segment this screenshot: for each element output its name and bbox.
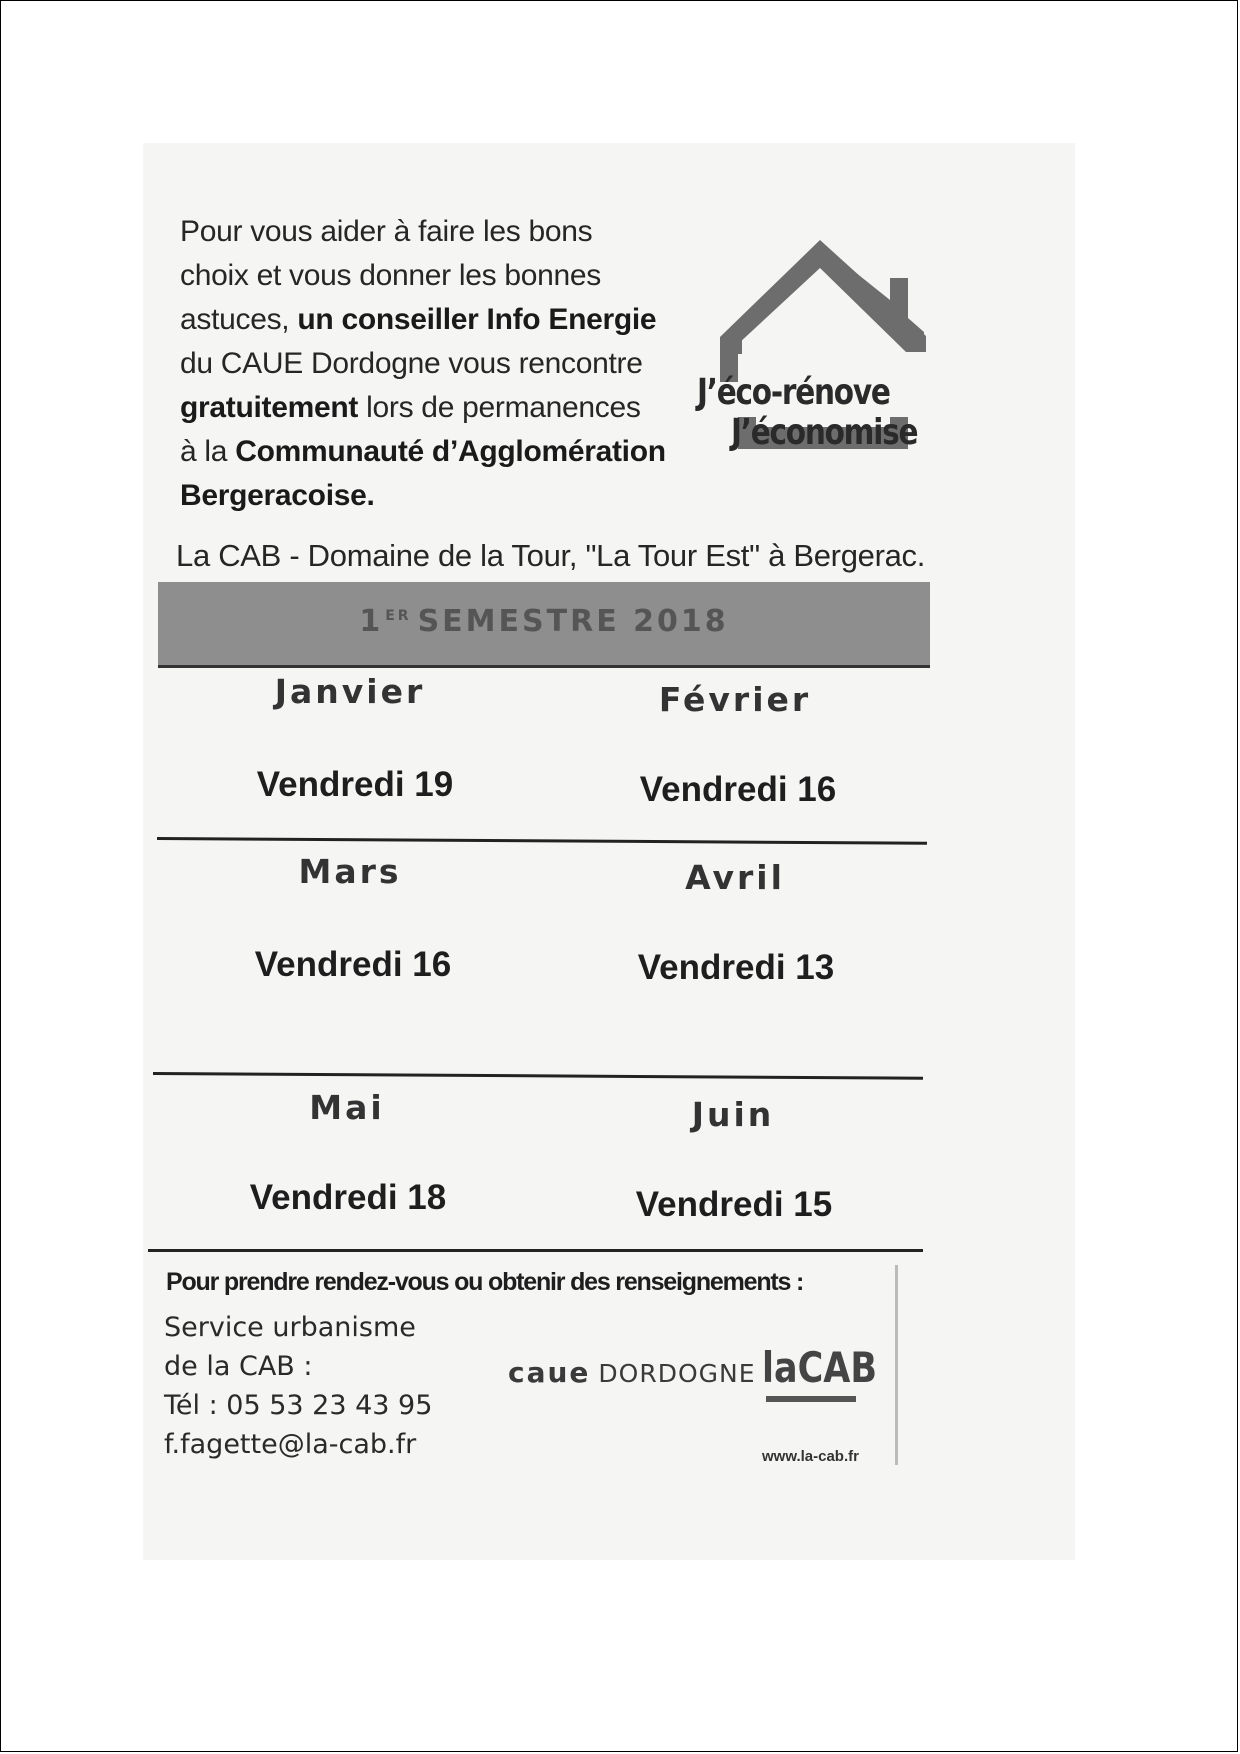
- date-mai: Vendredi 18: [249, 1178, 447, 1217]
- contact-block: [164, 1308, 432, 1464]
- address-line: La CAB - Domaine de la Tour, "La Tour Est" à Bergerac.: [176, 538, 926, 573]
- logo-slogan-line1: J’éco-rénove: [697, 372, 890, 413]
- contact-line: de la CAB :: [164, 1351, 313, 1382]
- lacab-url: www.la-cab.fr: [762, 1448, 859, 1465]
- month-mars: Mars: [298, 852, 402, 891]
- lacab-logo-bar: [766, 1396, 856, 1402]
- intro-line: [180, 430, 690, 474]
- lacab-logo: [760, 1330, 880, 1415]
- row-divider: [148, 1249, 923, 1252]
- caue-region: DORDOGNE: [598, 1359, 756, 1388]
- contact-line: Service urbanisme: [164, 1312, 416, 1343]
- side-note-mark: [893, 1265, 901, 1465]
- intro-text: à la: [180, 435, 236, 468]
- date-mars: Vendredi 16: [254, 945, 452, 984]
- intro-text: lors de permanences: [358, 391, 641, 424]
- intro-line: Pour vous aider à faire les bons: [180, 215, 593, 248]
- semester-banner: [158, 582, 930, 668]
- intro-text: astuces,: [180, 303, 298, 336]
- caue-logo: [508, 1356, 756, 1389]
- intro-line: [180, 386, 690, 430]
- contact-phone: Tél : 05 53 23 43 95: [164, 1390, 433, 1421]
- intro-line: du CAUE Dordogne vous rencontre: [180, 347, 643, 380]
- caue-brand: caue: [508, 1356, 591, 1389]
- footer-heading: Pour prendre rendez-vous ou obtenir des renseignements :: [166, 1268, 804, 1296]
- logo-slogan-line2: J’économise: [731, 412, 918, 453]
- intro-line: [180, 474, 690, 518]
- month-juin: Juin: [691, 1095, 775, 1134]
- date-janvier: Vendredi 19: [256, 765, 454, 804]
- semester-title: [158, 604, 930, 639]
- semester-number: 1: [359, 604, 384, 639]
- semester-label: SEMESTRE 2018: [417, 604, 729, 639]
- intro-emphasis: Communauté d’Agglomération: [235, 435, 666, 468]
- month-avril: Avril: [685, 858, 785, 897]
- date-fevrier: Vendredi 16: [639, 770, 837, 809]
- intro-line: [180, 298, 690, 342]
- semester-superscript: ER: [385, 608, 412, 624]
- intro-line: choix et vous donner les bonnes: [180, 259, 601, 292]
- month-fevrier: Février: [658, 680, 812, 719]
- contact-email: f.fagette@la-cab.fr: [164, 1429, 417, 1460]
- house-icon: [690, 232, 950, 492]
- month-mai: Mai: [309, 1088, 385, 1127]
- intro-emphasis: un conseiller Info Energie: [297, 303, 657, 336]
- date-juin: Vendredi 15: [635, 1185, 833, 1224]
- month-janvier: Janvier: [274, 672, 426, 711]
- intro-emphasis: gratuitement: [180, 391, 359, 424]
- lacab-logo-text: laCAB: [762, 1343, 877, 1392]
- intro-emphasis: Bergeracoise.: [180, 479, 375, 512]
- intro-paragraph: [180, 210, 690, 518]
- date-avril: Vendredi 13: [637, 948, 835, 987]
